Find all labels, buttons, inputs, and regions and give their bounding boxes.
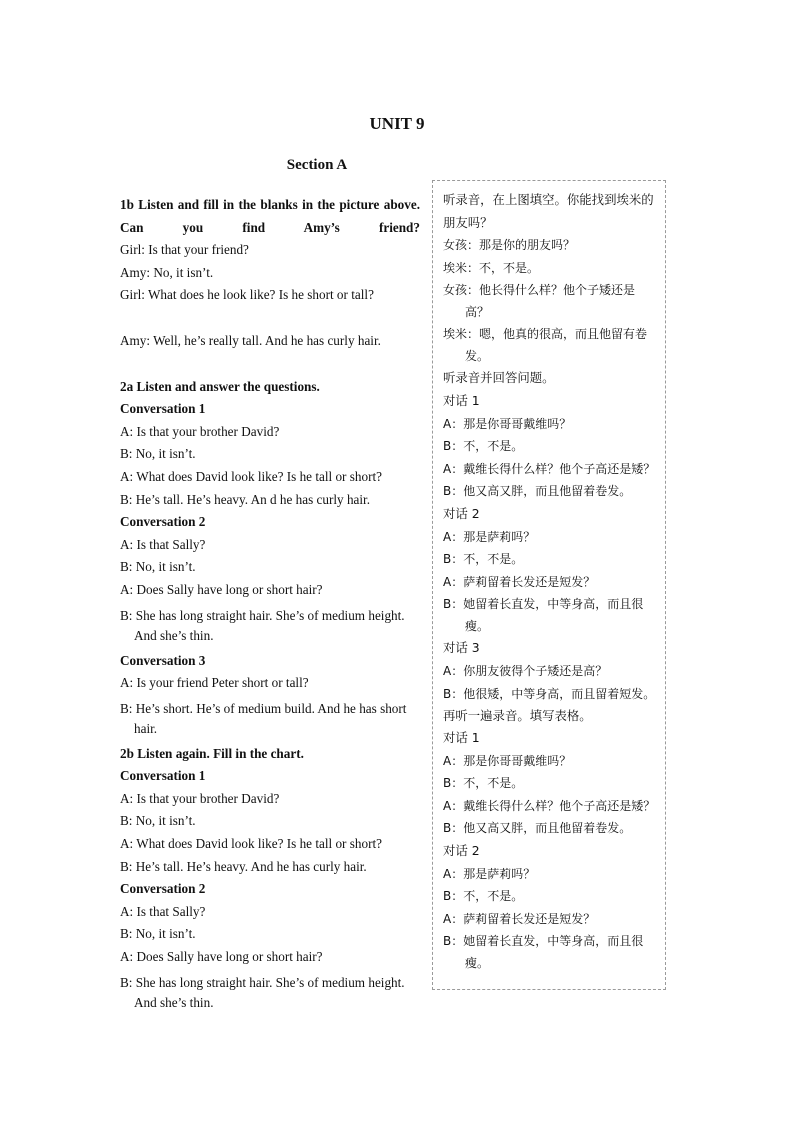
dialogue-line-cn: 埃米：嗯，他真的很高，而且他留有卷发。 <box>443 327 648 364</box>
dialogue-line: Amy: No, it isn’t. <box>120 264 214 280</box>
dialogue-line: B: He’s tall. He’s heavy. An d he has curly hair. <box>120 491 371 507</box>
section-title: Section A <box>286 157 348 173</box>
dialogue-line: A: Is that Sally? <box>120 536 206 552</box>
dialogue-line: Amy: Well, he’s really tall. And he has curly hair. <box>120 332 381 348</box>
heading-1b-cn: 听录音，在上图填空。你能找到埃米的朋友吗？ <box>443 192 654 230</box>
dialogue-line: A: Is that your brother David? <box>120 423 280 439</box>
dialogue-line: A: What does David look like? Is he tall or short? <box>120 836 382 852</box>
dialogue-line-cn: B：不，不是。 <box>443 889 524 904</box>
spacer <box>120 307 420 330</box>
heading-2a-cn: 听录音并回答问题。 <box>443 370 555 386</box>
dialogue-line: A: Is that Sally? <box>120 903 206 919</box>
dialogue-line-cn: A：萨莉留着长发还是短发？ <box>443 574 596 589</box>
dialogue-line-cn: B：他又高又胖，而且他留着卷发。 <box>443 484 632 499</box>
dialogue-line-cn: 埃米：不，不是。 <box>443 260 540 275</box>
dialogue-line-cn: A：戴维长得什么样？他个子高还是矮？ <box>443 461 656 476</box>
dialogue-line-cn: B：他很矮，中等身高，而且留着短发。 <box>443 686 656 701</box>
dialogue-line-cn: A：那是你哥哥戴维吗？ <box>443 753 572 768</box>
heading-1b: 1b Listen and fill in the blanks in the picture above. Can you find Amy’s friend? <box>120 197 420 235</box>
conversation-title: Conversation 1 <box>120 401 206 417</box>
dialogue-line-cn: B：不，不是。 <box>443 552 524 567</box>
dialogue-line: Girl: Is that your friend? <box>120 242 249 258</box>
unit-title: UNIT 9 <box>369 114 425 133</box>
heading-2a: 2a Listen and answer the questions. <box>120 378 320 394</box>
dialogue-line: B: He’s short. He’s of medium build. And he has short hair. <box>120 700 407 736</box>
dialogue-line-cn: A：你朋友彼得个子矮还是高？ <box>443 663 608 678</box>
dialogue-line: A: What does David look like? Is he tall or short? <box>120 468 382 484</box>
heading-2b-cn: 再听一遍录音。填写表格。 <box>443 707 592 723</box>
dialogue-line: Girl: What does he look like? Is he short or tall? <box>120 287 374 303</box>
spacer <box>120 353 420 376</box>
dialogue-line-cn: A：戴维长得什么样？他个子高还是矮？ <box>443 798 656 813</box>
dialogue-line-cn: A：那是萨莉吗？ <box>443 866 536 881</box>
dialogue-line-cn: A：萨莉留着长发还是短发？ <box>443 911 596 926</box>
conversation-title-cn: 对话 1 <box>443 730 480 746</box>
dialogue-line: A: Is that your brother David? <box>120 790 280 806</box>
dialogue-line-cn: 女孩：那是你的朋友吗？ <box>443 238 576 253</box>
english-column <box>120 194 420 1017</box>
dialogue-line: B: No, it isn’t. <box>120 446 196 462</box>
dialogue-line-cn: A：那是萨莉吗？ <box>443 529 536 544</box>
dialogue-line: A: Does Sally have long or short hair? <box>120 581 323 597</box>
dialogue-line: B: No, it isn’t. <box>120 813 196 829</box>
dialogue-line-cn: B：她留着长直发，中等身高，而且很瘦。 <box>443 597 644 634</box>
conversation-title: Conversation 3 <box>120 652 206 668</box>
dialogue-line-cn: B：他又高又胖，而且他留着卷发。 <box>443 821 632 836</box>
conversation-title-cn: 对话 1 <box>443 392 480 408</box>
dialogue-line-cn: B：不，不是。 <box>443 776 524 791</box>
dialogue-line: B: She has long straight hair. She’s of medium height. And she’s thin. <box>120 974 405 1010</box>
dialogue-line-cn: 女孩：他长得什么样？他个子矮还是高？ <box>443 283 636 320</box>
dialogue-line: A: Is your friend Peter short or tall? <box>120 675 309 691</box>
dialogue-line: B: No, it isn’t. <box>120 559 196 575</box>
heading-2b: 2b Listen again. Fill in the chart. <box>120 745 304 761</box>
conversation-title-cn: 对话 3 <box>443 640 480 656</box>
conversation-title: Conversation 2 <box>120 514 206 530</box>
dialogue-line: B: No, it isn’t. <box>120 926 196 942</box>
dialogue-line-cn: A：那是你哥哥戴维吗？ <box>443 416 572 431</box>
dialogue-line: B: He’s tall. He’s heavy. And he has curly hair. <box>120 858 367 874</box>
dialogue-line-cn: B：不，不是。 <box>443 439 524 454</box>
conversation-title: Conversation 2 <box>120 881 206 897</box>
dialogue-line: B: She has long straight hair. She’s of medium height. And she’s thin. <box>120 607 405 643</box>
conversation-title-cn: 对话 2 <box>443 843 480 859</box>
dialogue-line-cn: B：她留着长直发，中等身高，而且很瘦。 <box>443 934 644 971</box>
conversation-title-cn: 对话 2 <box>443 505 480 521</box>
dialogue-line: A: Does Sally have long or short hair? <box>120 949 323 965</box>
chinese-translation-box <box>432 180 666 990</box>
conversation-title: Conversation 1 <box>120 768 206 784</box>
